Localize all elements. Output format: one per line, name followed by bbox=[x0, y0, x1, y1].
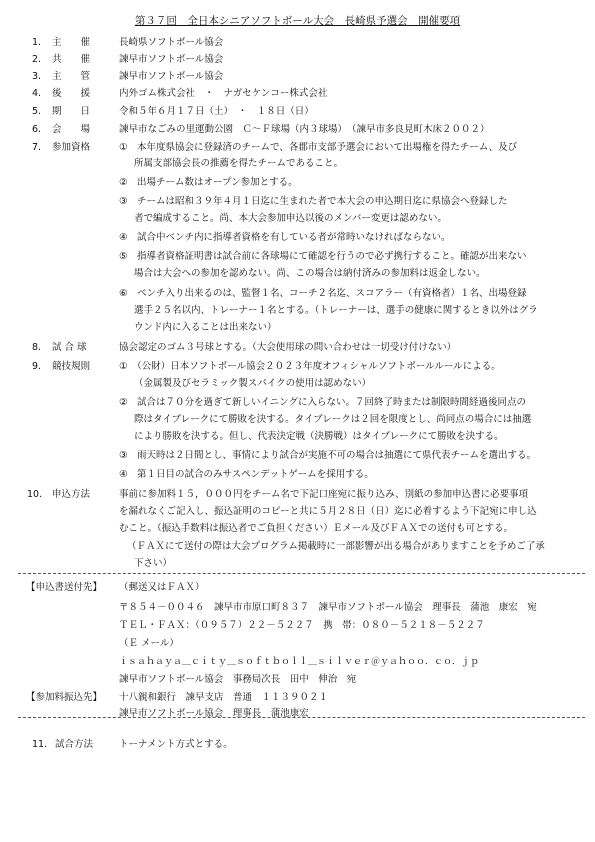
contact-box bbox=[18, 573, 585, 718]
item-eligibility: 7. 参加資格 bbox=[32, 142, 91, 153]
application-line: 下さい） bbox=[134, 558, 173, 569]
email-address: ｉｓａｈａｙａ＿ｃｉｔｙ＿ｓｏｆｔｂｏｌｌ＿ｓｉｌｖｅｒ＠ｙａｈｏｏ．ｃｏ．ｊｐ bbox=[119, 657, 480, 667]
page-title: 第３７回 全日本シニアソフトボール大会 長崎県予選会 開催要項 bbox=[134, 15, 461, 27]
application-line: 事前に参加料１５，０００円をチーム名で下記口座宛に振り込み、別紙の参加申込書に必要事項 bbox=[119, 489, 529, 500]
item-organizer: 3. 主 管 諫早市ソフトボール協会 bbox=[32, 71, 224, 82]
eligibility-line: ④ 試合中ベンチ内に指導者資格を有している者が常時いなければならない。 bbox=[119, 232, 451, 243]
eligibility-line: ① 本年度県協会に登録済のチームで、各郡市支部予選会において出場権を得たチーム、及び bbox=[119, 142, 518, 153]
rules-line: ② 試合は７０分を過ぎて新しいイニングに入らない。７回終了時または制限時間経過後同点の bbox=[119, 397, 526, 408]
eligibility-line: ② 出場チーム数はオープン参加とする。 bbox=[119, 177, 298, 188]
item-ball: 8. 試 合 球 協会認定のゴム３号球とする。（大会使用球の問い合わせは一切受け付けない） bbox=[32, 342, 457, 353]
eligibility-line: ⑤ 指導者資格証明書は試合前に各球場にて確認を行うので必ず携行すること。確認が出来ない bbox=[119, 251, 527, 262]
item-rules: 9. 競技規則 bbox=[32, 361, 91, 372]
eligibility-line: 所属支部協会長の推薦を得たチームであること。 bbox=[134, 158, 344, 169]
eligibility-line: 場合は大会への参加を認めない。尚、この場合は納付済みの参加料は返金しない。 bbox=[134, 268, 486, 279]
tel-fax: ＴＥＬ・ＦＡＸ：（０９５７）２２－５２２７ 携 帯：０８０－５２１８－５２２７ bbox=[119, 620, 485, 631]
payment-label: 【参加料振込先】 bbox=[26, 692, 103, 703]
application-line: むこと。（振込手数料は振込者でご負担ください）Ｅメール及びＦＡＸでの送付も可とする。 bbox=[119, 523, 514, 534]
item-application: 10. 申込方法 bbox=[27, 489, 91, 500]
item-cosponsor: 2. 共 催 諫早市ソフトボール協会 bbox=[32, 54, 224, 65]
eligibility-line: ⑥ ベンチ入り出来るのは、監督１名、コーチ２名迄、スコアラー（有資格者）１名、出場登録 bbox=[119, 288, 527, 299]
contact-person: 諫早市ソフトボール協会 事務局次長 田中 伸治 宛 bbox=[119, 674, 357, 685]
item-support: 4. 後 援 内外ゴム株式会社 ・ ナガセケンコー株式会社 bbox=[32, 88, 328, 99]
rules-line: ③ 雨天時は２日間とし、事情により試合が実施不可の場合は抽選にて県代表チームを選出する。 bbox=[119, 450, 537, 461]
email-label: （Ｅ メール） bbox=[119, 638, 179, 649]
rules-line: ④ 第１日目の試合のみサスペンデットゲームを採用する。 bbox=[119, 469, 374, 480]
rules-line: ① （公財）日本ソフトボール協会２０２３年度オフィシャルソフトボールルールによる。 bbox=[119, 361, 501, 372]
item-sponsor: 1. 主 催 長崎県ソフトボール協会 bbox=[32, 37, 224, 48]
rules-line: （金属製及びセラミック製スパイクの使用は認めない） bbox=[134, 378, 372, 389]
send-method: （郵送又はＦＡＸ） bbox=[119, 582, 205, 593]
item-match-method: 11. 試合方法 トーナメント方式とする。 bbox=[32, 739, 233, 750]
eligibility-line: ③ チームは昭和３９年４月１日迄に生まれた者で本大会の申込期日迄に県協会へ登録した bbox=[119, 196, 508, 207]
item-dates: 5. 期 日 令和５年６月１７日（土） ・ １８日（日） bbox=[32, 106, 314, 117]
rules-line: により勝敗を決する。但し、代表決定戦（決勝戦）はタイブレークにて勝敗を決する。 bbox=[134, 431, 504, 442]
rules-line: 際はタイブレークにて勝敗を決する。タイブレークは２回を限度とし、尚同点の場合には抽選 bbox=[134, 414, 532, 425]
application-line: （ＦＡＸにて送付の際は大会プログラム掲載時に一部影響が出る場合がありますことを予めご了承 bbox=[127, 541, 545, 552]
application-line: を漏れなくご記入し、振込証明のコピーと共に５月２８日（日）迄に必着するよう下記宛に申し込 bbox=[119, 506, 537, 517]
send-label: 【申込書送付先】 bbox=[26, 582, 103, 593]
bank-account: 十八親和銀行 諫早支店 普通 １１３９０２１ bbox=[119, 692, 329, 703]
account-holder: 諫早市ソフトボール協会 理事長 蒲池康宏 bbox=[119, 708, 309, 719]
eligibility-line: 選手２５名以内、トレーナー１名とする。（トレーナーは、選手の健康に関するとき以外はグラ bbox=[134, 305, 538, 316]
eligibility-line: ウンド内に入ることは出来ない） bbox=[134, 322, 277, 333]
item-venue: 6. 会 場 諫早市なごみの里運動公園 Ｃ～Ｆ球場（内３球場） （諫早市多良見町木床２００２） bbox=[32, 124, 490, 135]
eligibility-line: 者で編成すること。尚、本大会参加申込以後のメンバー変更は認めない。 bbox=[134, 213, 447, 224]
address: 〒８５４－００４６ 諫早市市原口町８３７ 諫早市ソフトボール協会 理事長 蒲池 康宏 宛 bbox=[119, 602, 537, 613]
